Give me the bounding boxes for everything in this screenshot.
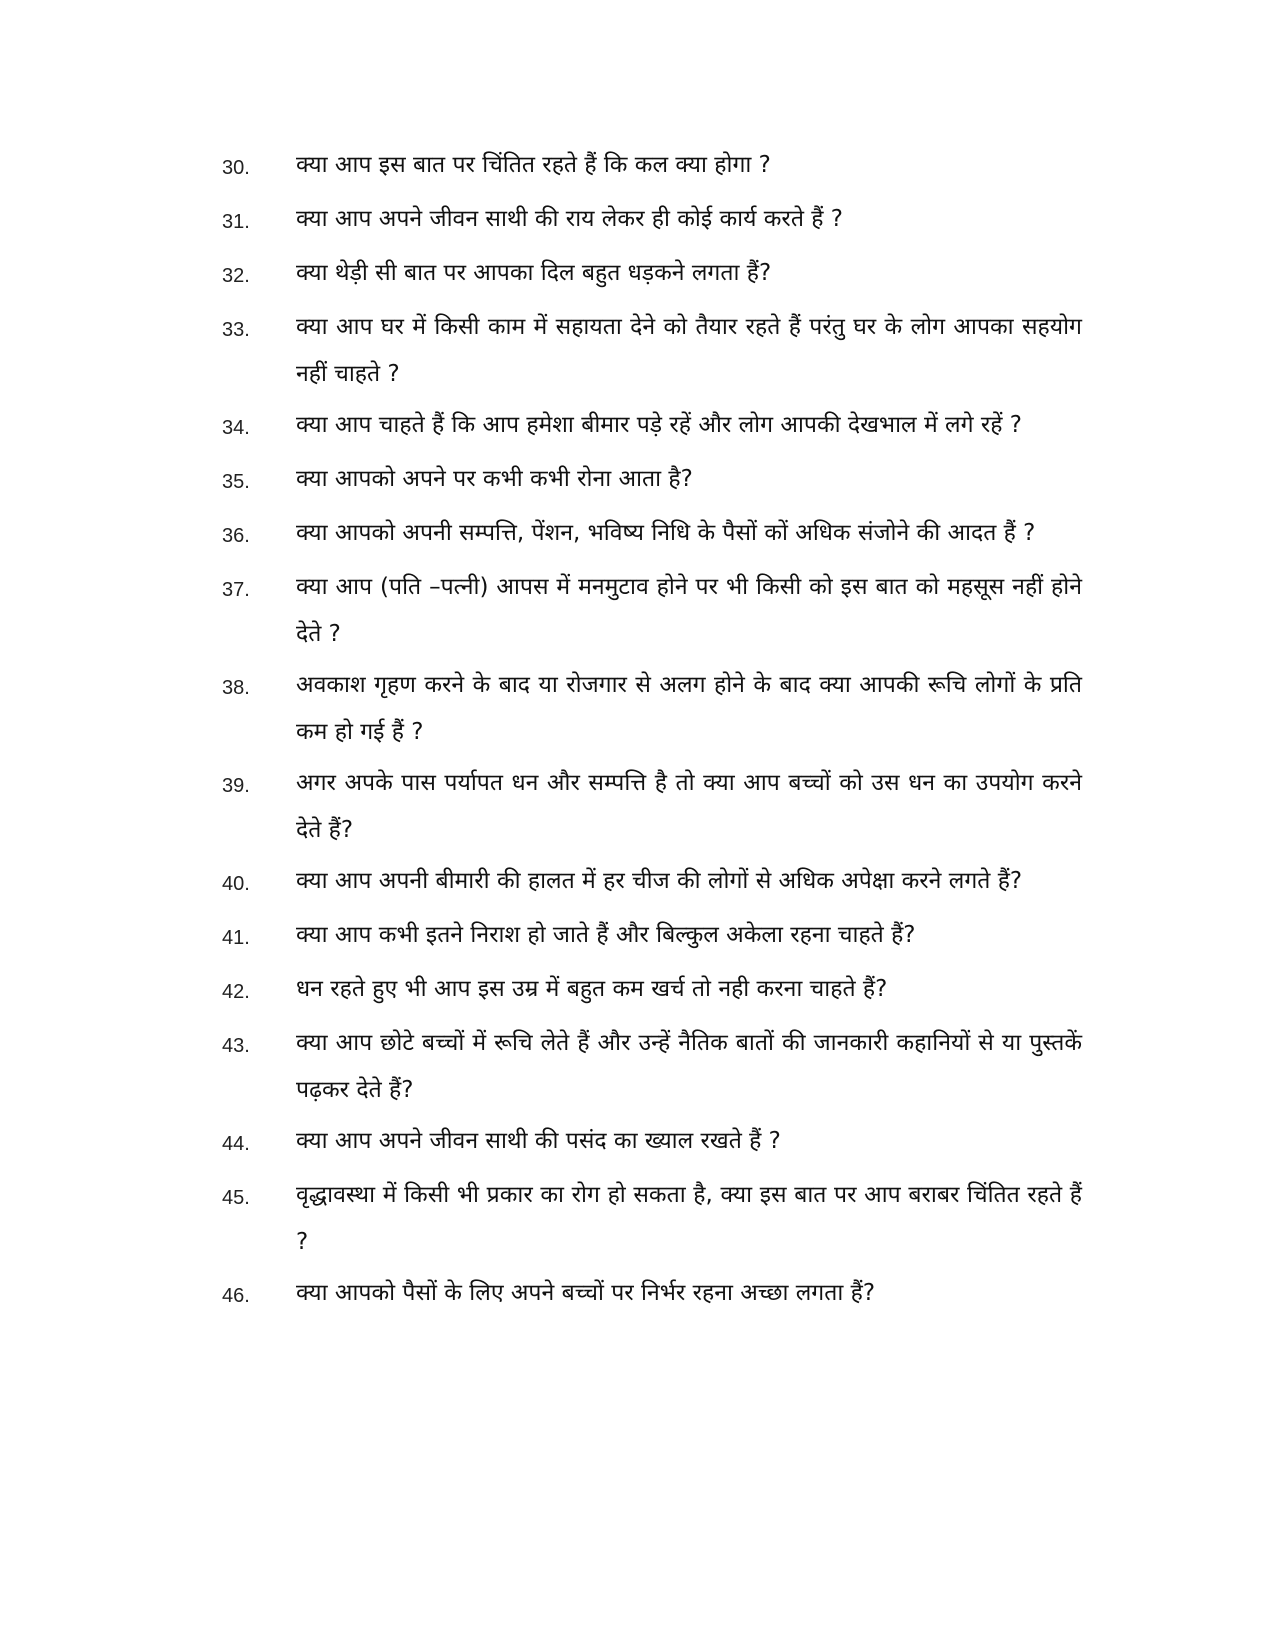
question-item bbox=[222, 564, 1082, 658]
question-text: क्या थेड़ी सी बात पर आपका दिल बहुत धड़कने लगता हैं? bbox=[296, 260, 772, 286]
question-item bbox=[222, 304, 1082, 398]
question-item bbox=[222, 1020, 1082, 1114]
question-number: 35. bbox=[222, 471, 250, 493]
question-number: 30. bbox=[222, 157, 250, 179]
question-number: 34. bbox=[222, 417, 250, 439]
question-number: 42. bbox=[222, 981, 250, 1003]
question-text: धन रहते हुए भी आप इस उम्र में बहुत कम खर्च तो नही करना चाहते हैं? bbox=[296, 976, 888, 1002]
question-number: 39. bbox=[222, 775, 250, 797]
question-text: क्या आप इस बात पर चिंतित रहते हैं कि कल क्या होगा ? bbox=[296, 152, 771, 178]
question-text: क्या आप छोटे बच्चों में रूचि लेते हैं और उन्हें नैतिक बातों की जानकारी कहानियों से या पुस्तकें पढ़कर देते हैं? bbox=[296, 1030, 1082, 1103]
question-number: 40. bbox=[222, 873, 250, 895]
question-text: क्या आप अपने जीवन साथी की पसंद का ख्याल रखते हैं ? bbox=[296, 1128, 781, 1154]
question-number: 38. bbox=[222, 677, 250, 699]
question-item bbox=[222, 966, 1082, 1016]
question-number: 36. bbox=[222, 525, 250, 547]
question-item bbox=[222, 1172, 1082, 1266]
question-text: वृद्धावस्था में किसी भी प्रकार का रोग हो सकता है, क्या इस बात पर आप बराबर चिंतित रहते हैं ? bbox=[296, 1182, 1082, 1255]
question-text: क्या आप चाहते हैं कि आप हमेशा बीमार पड़े रहें और लोग आपकी देखभाल में लगे रहें ? bbox=[296, 412, 1023, 438]
question-number: 46. bbox=[222, 1285, 250, 1307]
question-text: अगर अपके पास पर्यापत धन और सम्पत्ति है तो क्या आप बच्चों को उस धन का उपयोग करने देते हैं? bbox=[296, 770, 1082, 843]
question-item bbox=[222, 456, 1082, 506]
question-item bbox=[222, 250, 1082, 300]
question-item bbox=[222, 760, 1082, 854]
question-number: 44. bbox=[222, 1133, 250, 1155]
question-text: अवकाश गृहण करने के बाद या रोजगार से अलग होने के बाद क्या आपकी रूचि लोगों के प्रति कम हो गई हैं ? bbox=[296, 672, 1082, 745]
question-text: क्या आप अपनी बीमारी की हालत में हर चीज की लोगों से अधिक अपेक्षा करने लगते हैं? bbox=[296, 868, 1023, 894]
question-text: क्या आप कभी इतने निराश हो जाते हैं और बिल्कुल अकेला रहना चाहते हैं? bbox=[296, 922, 916, 948]
question-item bbox=[222, 912, 1082, 962]
question-number: 45. bbox=[222, 1187, 250, 1209]
question-text: क्या आपको अपने पर कभी कभी रोना आता है? bbox=[296, 466, 693, 492]
question-number: 32. bbox=[222, 265, 250, 287]
question-item bbox=[222, 1118, 1082, 1168]
question-text: क्या आप (पति –पत्नी) आपस में मनमुटाव होने पर भी किसी को इस बात को महसूस नहीं होने देते ? bbox=[296, 574, 1082, 647]
question-item bbox=[222, 510, 1082, 560]
question-text: क्या आप अपने जीवन साथी की राय लेकर ही कोई कार्य करते हैं ? bbox=[296, 206, 843, 232]
question-number: 33. bbox=[222, 319, 250, 341]
question-number: 31. bbox=[222, 211, 250, 233]
question-item bbox=[222, 196, 1082, 246]
question-number: 37. bbox=[222, 579, 250, 601]
question-item bbox=[222, 142, 1082, 192]
question-text: क्या आप घर में किसी काम में सहायता देने को तैयार रहते हैं परंतु घर के लोग आपका सहयोग नहीं चाहते ? bbox=[296, 314, 1082, 387]
question-item bbox=[222, 662, 1082, 756]
question-item bbox=[222, 402, 1082, 452]
question-item bbox=[222, 1270, 1082, 1320]
question-text: क्या आपको पैसों के लिए अपने बच्चों पर निर्भर रहना अच्छा लगता हैं? bbox=[296, 1280, 876, 1306]
question-item bbox=[222, 858, 1082, 908]
question-number: 43. bbox=[222, 1035, 250, 1057]
question-number: 41. bbox=[222, 927, 250, 949]
question-list bbox=[222, 142, 1082, 1324]
question-text: क्या आपको अपनी सम्पत्ति, पेंशन, भविष्य निधि के पैसों कों अधिक संजोने की आदत हैं ? bbox=[296, 520, 1036, 546]
